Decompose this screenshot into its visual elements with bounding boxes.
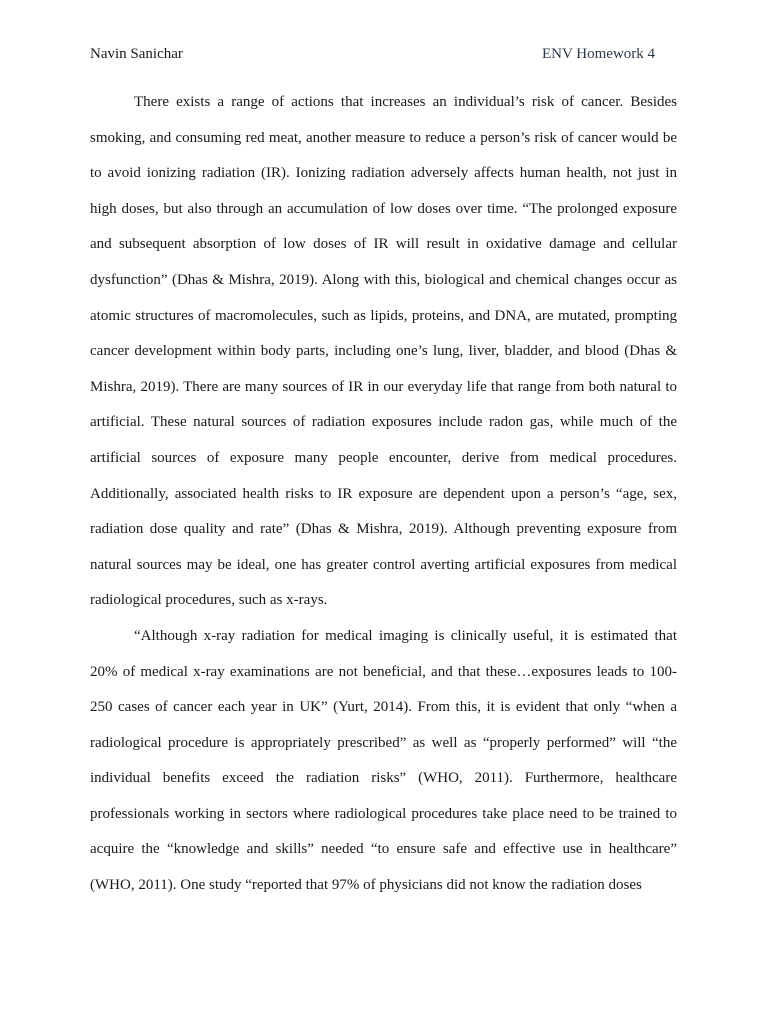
header-author: Navin Sanichar bbox=[90, 46, 183, 62]
header-title: ENV Homework 4 bbox=[542, 46, 656, 62]
document-body bbox=[90, 85, 677, 904]
paragraph: “Although x-ray radiation for medical imaging is clinically useful, it is estimated that 20% of medical x-ray examinations are not beneficial, and that these…exposures leads to 100-250 cases of cancer each year in UK” (Yurt, 2014). From this, it is evident that only “when a radiological procedure is appropriately prescribed” as well as “properly performed” will “the individual benefits exceed the radiation risks” (WHO, 2011). Furthermore, healthcare professionals working in sectors where radiological procedures take place need to be trained to acquire the “knowledge and skills” needed “to ensure safe and effective use in healthcare” (WHO, 2011). One study “reported that 97% of physicians did not know the radiation doses bbox=[90, 627, 677, 894]
paragraph: There exists a range of actions that increases an individual’s risk of cancer. Besides smoking, and consuming red meat, another measure to reduce a person’s risk of cancer would be to avoid ionizing radiation (IR). Ionizing radiation adversely affects human health, not just in high doses, but also through an accumulation of low doses over time. “The prolonged exposure and subsequent absorption of low doses of IR will result in oxidative damage and cellular dysfunction” (Dhas & Mishra, 2019). Along with this, biological and chemical changes occur as atomic structures of macromolecules, such as lipids, proteins, and DNA, are mutated, prompting cancer development within body parts, including one’s lung, liver, bladder, and blood (Dhas & Mishra, 2019). There are many sources of IR in our everyday life that range from both natural to artificial. These natural sources of radiation exposures include radon gas, while much of the artificial sources of exposure many people encounter, derive from medical procedures. Additionally, associated health risks to IR exposure are dependent upon a person’s “age, sex, radiation dose quality and rate” (Dhas & Mishra, 2019). Although preventing exposure from natural sources may be ideal, one has greater control averting artificial exposures from medical radiological procedures, such as x-rays. bbox=[90, 94, 677, 609]
page-header bbox=[90, 46, 656, 66]
